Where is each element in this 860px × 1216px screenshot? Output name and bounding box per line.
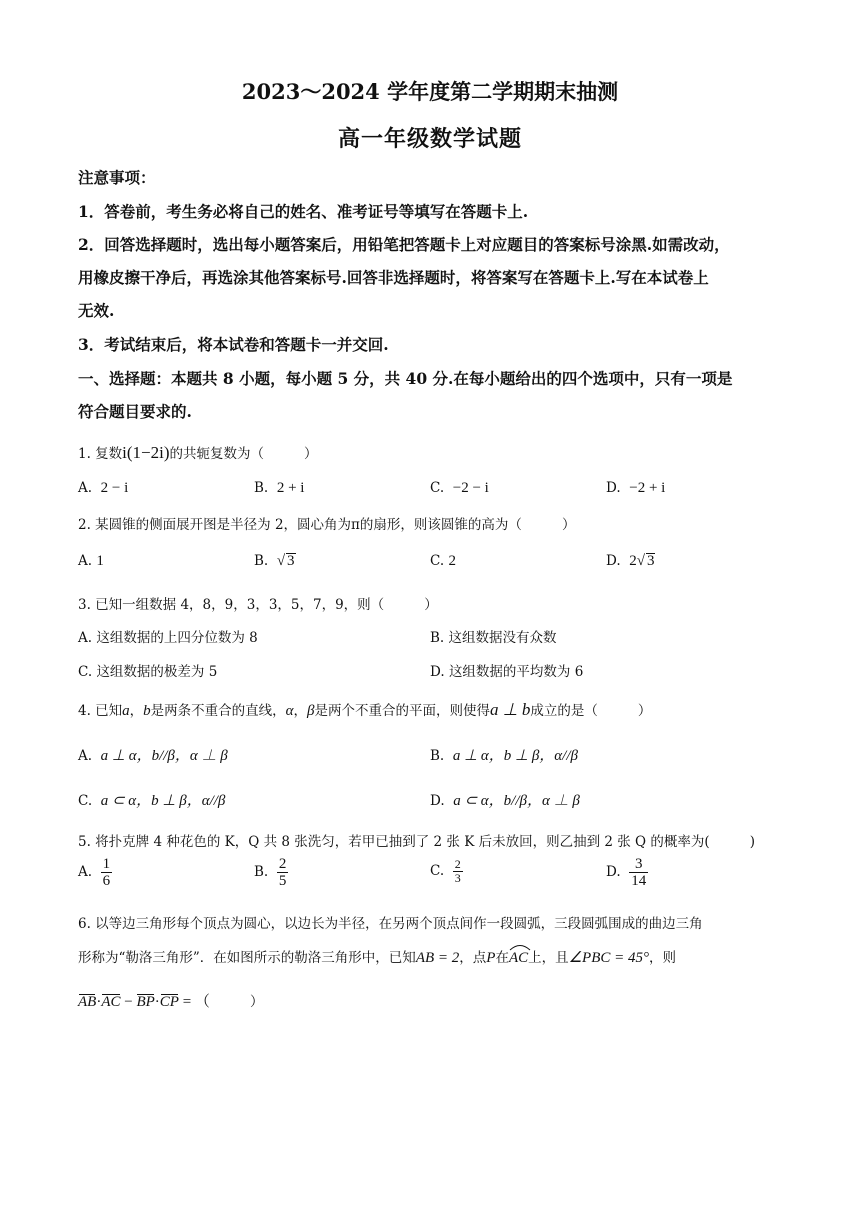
q1-suffix: 的共轭复数为（ xyxy=(169,446,265,462)
question-2 xyxy=(78,513,575,533)
vector-bp: BP xyxy=(136,994,155,1010)
q4-option-b: B. a ⊥ α，b ⊥ β，α//β xyxy=(430,748,578,764)
vector-ab: AB xyxy=(78,994,97,1010)
q1-option-b: B. 2 + i xyxy=(254,480,305,496)
q5-option-b: B. $\frac{2}{5}$ xyxy=(254,856,287,889)
q5-text: 5. 将扑克牌 4 种花色的 K，Q 共 8 张洗匀，若甲已抽到了 2 张 K 后未放回，则乙抽到 2 张 Q 的概率为( xyxy=(78,834,710,850)
note-item-3: 3．考试结束后，将本试卷和答题卡一并交回. xyxy=(78,335,389,354)
q3-option-d: D. 这组数据的平均数为 6 xyxy=(430,664,584,680)
q2-option-a: A. 1 xyxy=(78,553,104,569)
q1-prefix: 1. 复数 xyxy=(78,446,123,462)
q5-option-c: C. $\frac{2}{3}$ xyxy=(430,857,461,885)
note-item-2-line-2: 用橡皮擦干净后，再选涂其他答案标号.回答非选择题时，将答案写在答题卡上.写在本试卷上 xyxy=(78,268,709,287)
q1-option-c: C. −2 − i xyxy=(430,480,489,496)
question-6-line-2: 形称为“勒洛三角形”．在如图所示的勒洛三角形中，已知AB = 2，点P在AC 上，且∠PBC = 45°，则 xyxy=(78,946,676,967)
q5-option-a: A. $\frac{1}{6}$ xyxy=(78,856,111,889)
question-4: 4. 已知a，b是两条不重合的直线，α，β是两个不重合的平面，则使得a ⊥ b成立的是（ ） xyxy=(78,700,652,719)
question-3 xyxy=(78,593,438,613)
q4-option-a: A. a ⊥ α，b//β，α ⊥ β xyxy=(78,748,228,764)
note-item-2-line-3: 无效. xyxy=(78,301,115,320)
q3-option-c: C. 这组数据的极差为 5 xyxy=(78,664,218,680)
exam-subtitle: 高一年级数学试题 xyxy=(337,126,522,152)
q1-close: ） xyxy=(304,446,318,462)
note-item-1: 1．答卷前，考生务必将自己的姓名、准考证号等填写在答题卡上. xyxy=(78,202,529,221)
section-heading-line-2: 符合题目要求的. xyxy=(78,402,192,421)
q2-option-d: D. 2√ 3 xyxy=(606,553,655,569)
section-heading-line-1: 一、选择题：本题共 8 小题，每小题 5 分，共 40 分.在每小题给出的四个选项中，只有一项是 xyxy=(78,369,733,388)
q2-option-c: C. 2 xyxy=(430,553,456,569)
q3-option-b: B. 这组数据没有众数 xyxy=(430,630,557,646)
note-item-2-line-1: 2．回答选择题时，选出每小题答案后，用铅笔把答题卡上对应题目的答案标号涂黑.如需改动， xyxy=(78,235,730,254)
q5-close: ) xyxy=(749,834,755,850)
question-6-line-3: AB·AC − BP·CP = （ ） xyxy=(78,994,264,1010)
q3-option-a: A. 这组数据的上四分位数为 8 xyxy=(78,630,258,646)
q1-option-d: D. −2 + i xyxy=(606,480,666,496)
q4-option-d: D. a ⊂ α，b//β，α ⊥ β xyxy=(430,793,580,809)
vector-cp: CP xyxy=(159,994,179,1010)
vector-ac: AC xyxy=(101,994,121,1010)
question-6-line-1: 6. 以等边三角形每个顶点为圆心，以边长为半径，在另两个顶点间作一段圆弧，三段圆弧围成的曲边三角 xyxy=(78,916,703,932)
q4-option-c: C. a ⊂ α，b ⊥ β，α//β xyxy=(78,793,226,809)
q3-text: 3. 已知一组数据 4，8，9，3，3，5，7，9，则（ xyxy=(78,597,385,613)
q5-option-d: D. $\frac{3}{14}$ xyxy=(606,856,647,889)
notes-heading: 注意事项： xyxy=(78,168,156,187)
q2-option-b: B. √ 3 xyxy=(254,553,295,569)
q1-option-a: A. 2 − i xyxy=(78,480,129,496)
q2-text: 2. 某圆锥的侧面展开图是半径为 2，圆心角为π的扇形，则该圆锥的高为（ xyxy=(78,517,522,533)
arc-ac: AC xyxy=(509,948,528,967)
question-1 xyxy=(78,442,318,463)
q3-close: ） xyxy=(424,597,438,613)
question-5 xyxy=(78,830,755,850)
q2-close: ） xyxy=(561,517,576,533)
exam-title: 2023～2024 学年度第二学期期末抽测 xyxy=(241,79,619,104)
q1-expression: i(1−2i) xyxy=(122,443,170,462)
arc-mark xyxy=(509,943,531,951)
